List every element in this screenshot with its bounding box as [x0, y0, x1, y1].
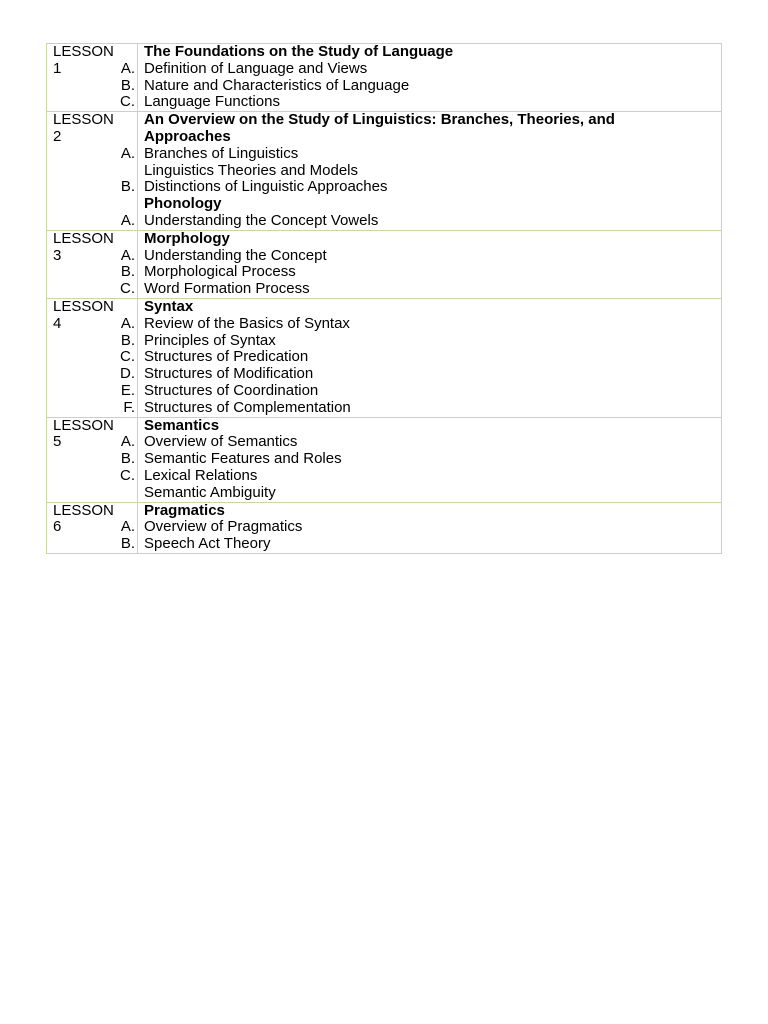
topic-text: Speech Act Theory — [144, 535, 271, 553]
lesson-word: LESSON — [53, 43, 114, 60]
lesson-label-line — [47, 129, 137, 146]
lesson-label-cell — [47, 230, 138, 298]
lesson-label-line — [47, 61, 137, 78]
topic-letter: A. — [120, 433, 135, 451]
lesson-label-line — [47, 349, 137, 366]
topic-text: Nature and Characteristics of Language — [144, 76, 410, 94]
lesson-label-line — [47, 519, 137, 536]
lesson-label-line — [47, 44, 137, 61]
lesson-label-line — [47, 468, 137, 485]
lesson-label-line — [47, 383, 137, 400]
lesson-label-line — [47, 78, 137, 95]
syllabus-table — [46, 43, 722, 554]
topic-text: Distinctions of Linguistic Approaches — [144, 178, 388, 196]
lesson-label-line — [47, 485, 137, 502]
lesson-label-cell — [47, 44, 138, 112]
lesson-label-line — [47, 536, 137, 553]
topic-text: Understanding the Concept — [144, 246, 327, 264]
lesson-title: The Foundations on the Study of Language — [144, 43, 454, 60]
lesson-content-cell — [138, 230, 722, 298]
lesson-label-cell — [47, 417, 138, 502]
lesson-label-cell — [47, 298, 138, 417]
topic-text: Review of the Basics of Syntax — [144, 314, 350, 332]
lesson-title: Pragmatics — [144, 501, 225, 519]
lesson-title: Approaches — [144, 127, 231, 145]
lesson-label-line — [47, 451, 137, 468]
topic-letter: A. — [120, 59, 135, 77]
topic-letter: C. — [120, 93, 135, 111]
lesson-title: Syntax — [144, 297, 194, 315]
lesson-content-cell — [138, 44, 722, 112]
topic-letter: B. — [120, 535, 135, 553]
topic-text: Overview of Semantics — [144, 433, 298, 451]
lesson-number: 5 — [53, 433, 62, 451]
lesson-content-cell — [138, 502, 722, 553]
lesson-label-line — [47, 264, 137, 281]
topic-text: Structures of Coordination — [144, 381, 319, 399]
lesson-title: Morphology — [144, 229, 230, 247]
lesson-label-line — [47, 196, 137, 213]
topic-letter: D. — [120, 365, 135, 383]
topic-letter: C. — [120, 280, 135, 298]
lesson-number: 4 — [53, 314, 62, 332]
lesson-label-line — [47, 366, 137, 383]
lesson-content-cell — [138, 298, 722, 417]
lesson-title: An Overview on the Study of Linguistics: Branches, Theories, and — [144, 111, 615, 129]
lesson-label-line — [47, 316, 137, 333]
lesson-label-line — [47, 179, 137, 196]
topic-text: Structures of Complementation — [144, 398, 351, 416]
lesson-word: LESSON — [53, 501, 114, 519]
topic-text: Principles of Syntax — [144, 331, 276, 349]
topic-text: Semantic Ambiguity — [144, 483, 276, 501]
topic-text: Word Formation Process — [144, 280, 310, 298]
topic-text: Language Functions — [144, 93, 280, 111]
lesson-content-cell — [138, 112, 722, 231]
lesson-label-line — [47, 213, 137, 230]
topic-letter: C. — [120, 348, 135, 366]
lesson-word: LESSON — [53, 416, 114, 434]
topic-letter: A. — [120, 314, 135, 332]
topic-letter: E. — [120, 381, 135, 399]
topic-text: Morphological Process — [144, 263, 296, 281]
lesson-label-line — [47, 418, 137, 435]
lesson-row — [47, 230, 722, 298]
topic-letter: A. — [120, 246, 135, 264]
lesson-label-line — [47, 400, 137, 417]
lesson-label-line — [47, 503, 137, 520]
topic-letter: B. — [120, 331, 135, 349]
lesson-label-line — [47, 299, 137, 316]
topic-letter: A. — [120, 211, 135, 229]
lesson-title: Semantics — [144, 416, 220, 434]
lesson-label-line — [47, 333, 137, 350]
lesson-number: 6 — [53, 518, 62, 536]
lesson-label-line — [47, 112, 137, 129]
lesson-number: 2 — [53, 127, 62, 145]
lesson-title: Phonology — [144, 195, 222, 213]
topic-letter: A. — [120, 144, 135, 162]
topic-text: Semantic Features and Roles — [144, 450, 342, 468]
topic-letter: B. — [120, 76, 135, 94]
lesson-row — [47, 112, 722, 231]
topic-letter: B. — [120, 178, 135, 196]
topic-text: Understanding the Concept Vowels — [144, 211, 379, 229]
lesson-row — [47, 298, 722, 417]
topic-text: Overview of Pragmatics — [144, 518, 303, 536]
lesson-word: LESSON — [53, 111, 114, 129]
lesson-label-line — [47, 281, 137, 298]
topic-text: Lexical Relations — [144, 466, 258, 484]
lesson-row — [47, 417, 722, 502]
lesson-label-line — [47, 231, 137, 248]
lesson-row — [47, 502, 722, 553]
lesson-label-line — [47, 146, 137, 163]
lesson-number: 3 — [53, 246, 62, 264]
lesson-label-cell — [47, 112, 138, 231]
topic-text: Linguistics Theories and Models — [144, 161, 359, 179]
topic-letter: F. — [123, 398, 135, 416]
lesson-content-cell — [138, 417, 722, 502]
lesson-word: LESSON — [53, 297, 114, 315]
syllabus-body — [47, 44, 722, 554]
lesson-label-line — [47, 434, 137, 451]
topic-letter: B. — [120, 450, 135, 468]
lesson-word: LESSON — [53, 229, 114, 247]
topic-text: Branches of Linguistics — [144, 144, 299, 162]
lesson-label-cell — [47, 502, 138, 553]
lesson-label-line — [47, 163, 137, 180]
topic-text: Definition of Language and Views — [144, 59, 368, 77]
lesson-label-line — [47, 94, 137, 111]
topic-letter: A. — [120, 518, 135, 536]
lesson-label-line — [47, 248, 137, 265]
topic-text: Structures of Modification — [144, 365, 314, 383]
topic-text: Structures of Predication — [144, 348, 309, 366]
topic-letter: B. — [120, 263, 135, 281]
lesson-row — [47, 44, 722, 112]
lesson-number: 1 — [53, 59, 62, 77]
topic-letter: C. — [120, 466, 135, 484]
